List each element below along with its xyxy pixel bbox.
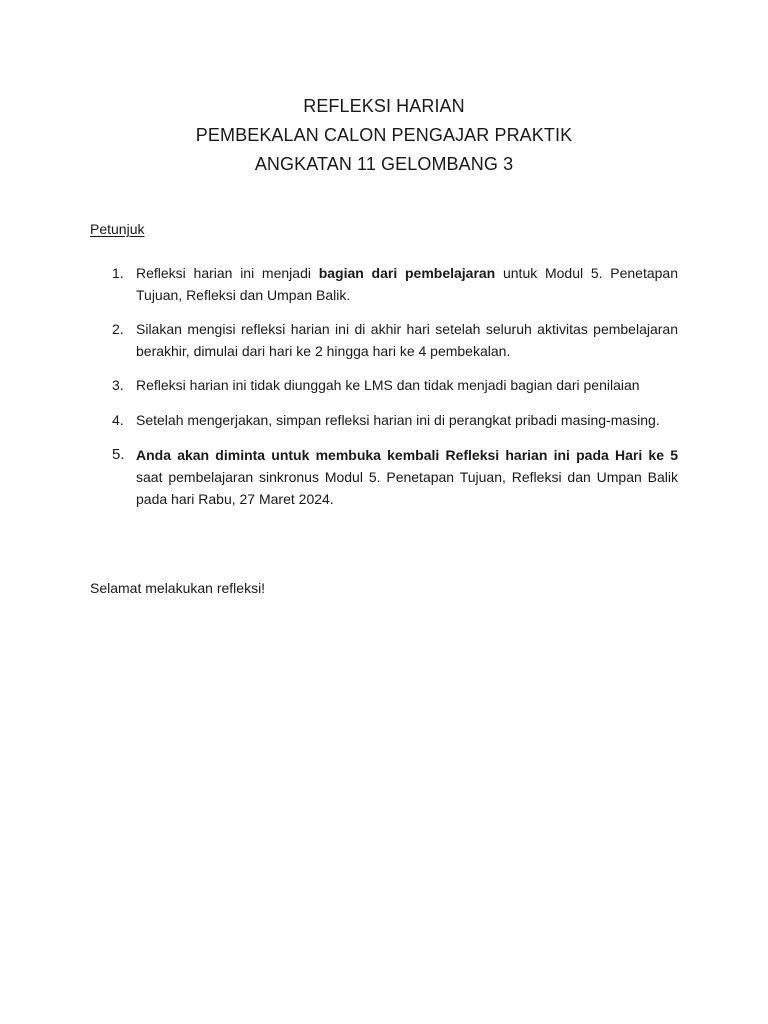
title-line-1: REFLEKSI HARIAN (303, 96, 465, 116)
closing-text: Selamat melakukan refleksi! (90, 580, 266, 596)
list-item-text: Refleksi harian ini tidak diunggah ke LMS dan tidak menjadi bagian dari penilaian (136, 377, 640, 393)
list-item (90, 444, 678, 510)
list-item-number: 5. (112, 446, 125, 463)
list-item-text: Silakan mengisi refleksi harian ini di akhir hari setelah seluruh aktivitas pembelajaran berakhir, dimulai dari hari ke 2 hingga hari ke 4 pembekalan. (136, 321, 678, 359)
document-title (0, 92, 768, 179)
list-item-bold-text: Anda akan diminta untuk membuka kembali Refleksi harian ini pada Hari ke 5 (136, 447, 678, 463)
list-item-number: 1. (112, 265, 124, 281)
list-item (90, 409, 678, 431)
title-line-2: PEMBEKALAN CALON PENGAJAR PRAKTIK (195, 125, 573, 145)
list-item-text: Setelah mengerjakan, simpan refleksi harian ini di perangkat pribadi masing-masing. (136, 412, 660, 428)
list-item-number: 4. (112, 412, 124, 428)
list-item (90, 262, 678, 306)
list-item (90, 374, 678, 396)
title-line-3: ANGKATAN 11 GELOMBANG 3 (254, 154, 514, 174)
instructions-list (90, 262, 678, 510)
list-item-number: 3. (112, 377, 124, 393)
instructions-heading: Petunjuk (90, 221, 145, 237)
list-item (90, 318, 678, 362)
list-item-bold-text: bagian dari pembelajaran (318, 265, 496, 281)
list-item-number: 2. (112, 321, 124, 337)
list-item-text: saat pembelajaran sinkronus Modul 5. Penetapan Tujuan, Refleksi dan Umpan Balik pada hari Rabu, 27 Maret 2024. (136, 469, 678, 507)
list-item-text: untuk Modul 5. Penetapan Tujuan, Refleksi dan Umpan Balik. (136, 265, 678, 303)
list-item-text: Refleksi harian ini menjadi (136, 265, 319, 281)
